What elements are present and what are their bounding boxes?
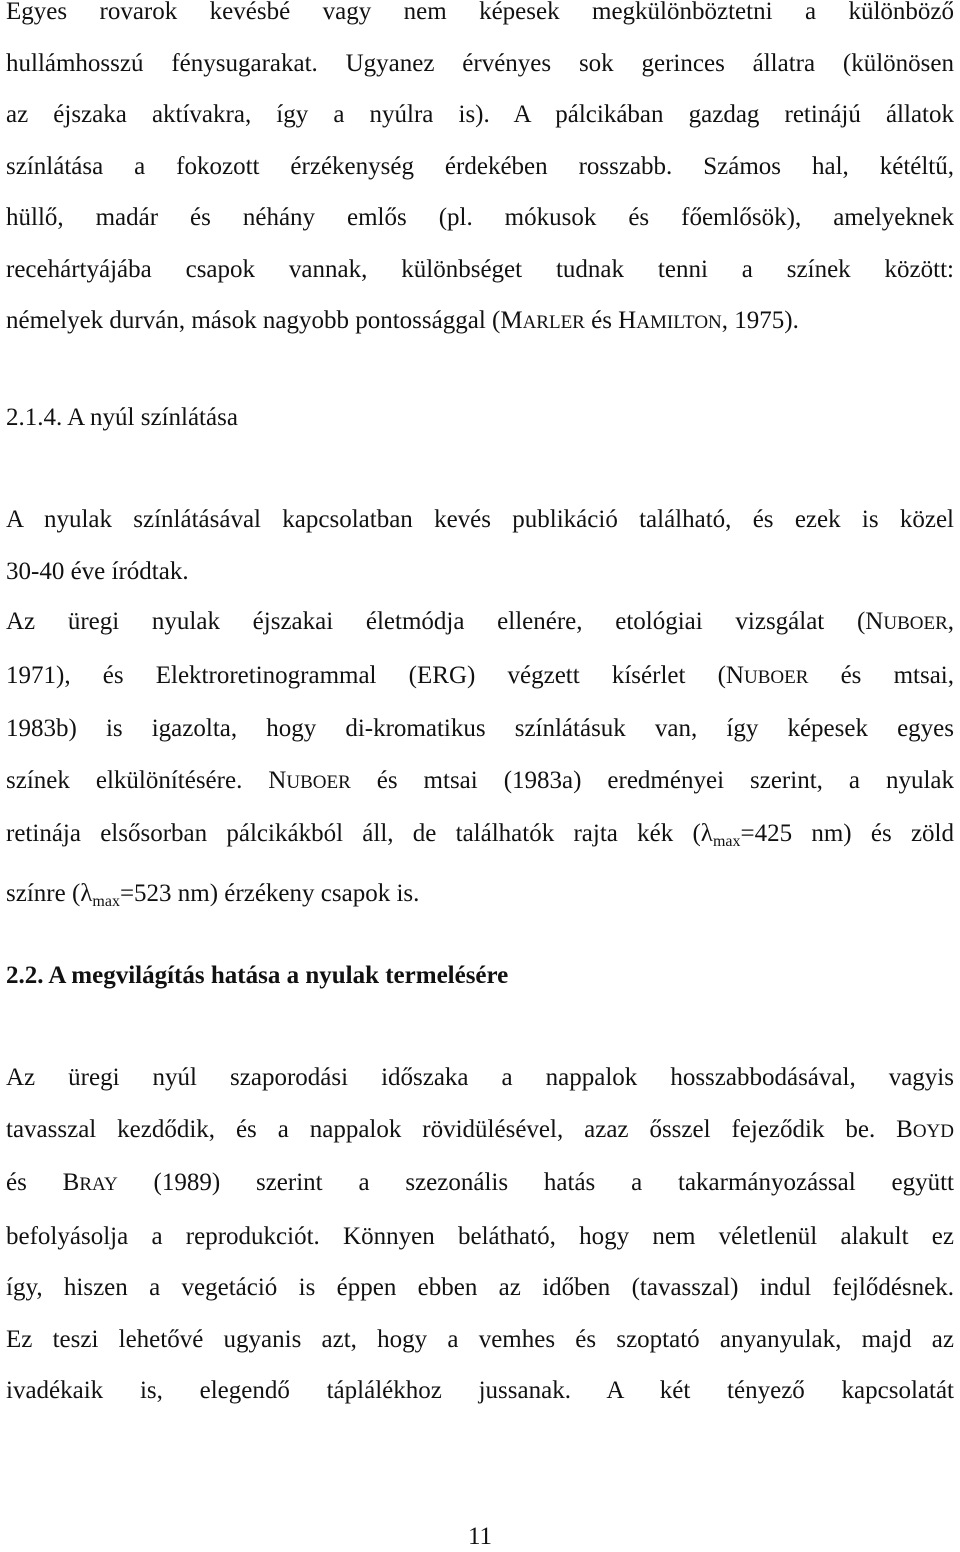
text-line: színlátása a fokozott érzékenység érdekében rosszabb. Számos hal, kétéltű, <box>6 152 954 180</box>
text-line: 1983b) is igazolta, hogy di-kromatikus színlátásuk van, így képesek egyes <box>6 715 954 742</box>
text-line: retinája elsősorban pálcikákból áll, de találhatók rajta kék ($\lambda_{max}=425$ nm) és zöld <box>6 820 954 850</box>
text-line: hüllő, madár és néhány emlős (pl. mókusok és főemlősök), amelyeknek <box>6 204 954 231</box>
text-line: némelyek durván, mások nagyobb pontossággal (MARLER és HAMILTON, 1975). <box>6 307 799 334</box>
paragraph-publications <box>6 494 954 597</box>
author-name-smallcaps: ARLER <box>522 312 585 333</box>
text-line: 30-40 éve íródtak. <box>6 557 189 585</box>
text-line: Egyes rovarok kevésbé vagy nem képesek megkülönböztetni a különböző <box>6 0 954 25</box>
text-line: ivadékaik is, elegendő táplálékhoz jussanak. A két tényező kapcsolatát <box>6 1377 954 1404</box>
text-line: Az üregi nyúl szaporodási időszaka a nappalok hosszabbodásával, vagyis <box>6 1064 954 1091</box>
paragraph-rabbit-dichromatic <box>6 596 954 927</box>
text-line: színek elkülönítésére. NUBOER és mtsai (1983a) eredményei szerint, a nyulak <box>6 766 954 794</box>
text-line: 1971), és Elektroretinogrammal (ERG) végzett kísérlet (NUBOER és mtsai, <box>6 661 954 689</box>
paragraph-lighting-effect <box>6 1052 954 1417</box>
text-line: Ez teszi lehetővé ugyanis azt, hogy a vemhes és szoptató anyanyulak, majd az <box>6 1325 954 1353</box>
page-number: 11 <box>467 1523 493 1550</box>
text-line: befolyásolja a reprodukciót. Könnyen belátható, hogy nem véletlenül alakult ez <box>6 1222 954 1250</box>
section-heading-2-1-4: 2.1.4. A nyúl színlátása <box>6 404 238 431</box>
text-line: tavasszal kezdődik, és a nappalok rövidülésével, azaz ősszel fejeződik be. BOYD <box>6 1115 954 1143</box>
author-name-smallcaps: AMILTON <box>636 312 722 333</box>
text-line: így, hiszen a vegetáció is éppen ebben az időben (tavasszal) indul fejlődésnek. <box>6 1274 954 1301</box>
text-line: színre ($\lambda_{max}=523$ nm) érzékeny csapok is. <box>6 879 420 910</box>
text-line: az éjszaka aktívakra, így a nyúlra is). A pálcikában gazdag retinájú állatok <box>6 101 954 128</box>
text-line: recehártyájába csapok vannak, különbséget tudnak tenni a színek között: <box>6 255 954 283</box>
subscript-max: max <box>92 892 120 910</box>
text-line: Az üregi nyulak éjszakai életmódja ellenére, etológiai vizsgálat (NUBOER, <box>6 608 954 635</box>
paragraph-color-vision-intro <box>6 0 954 349</box>
section-heading-2-2: 2.2. A megvilágítás hatása a nyulak termelésére <box>6 962 509 989</box>
text-line: hullámhosszú fénysugarakat. Ugyanez érvényes sok gerinces állatra (különösen <box>6 49 954 77</box>
text-line: A nyulak színlátásával kapcsolatban kevés publikáció található, és ezek is közel <box>6 506 954 533</box>
text-line: és BRAY (1989) szerint a szezonális hatás a takarmányozással együtt <box>6 1169 954 1196</box>
subscript-max: max <box>712 833 741 850</box>
